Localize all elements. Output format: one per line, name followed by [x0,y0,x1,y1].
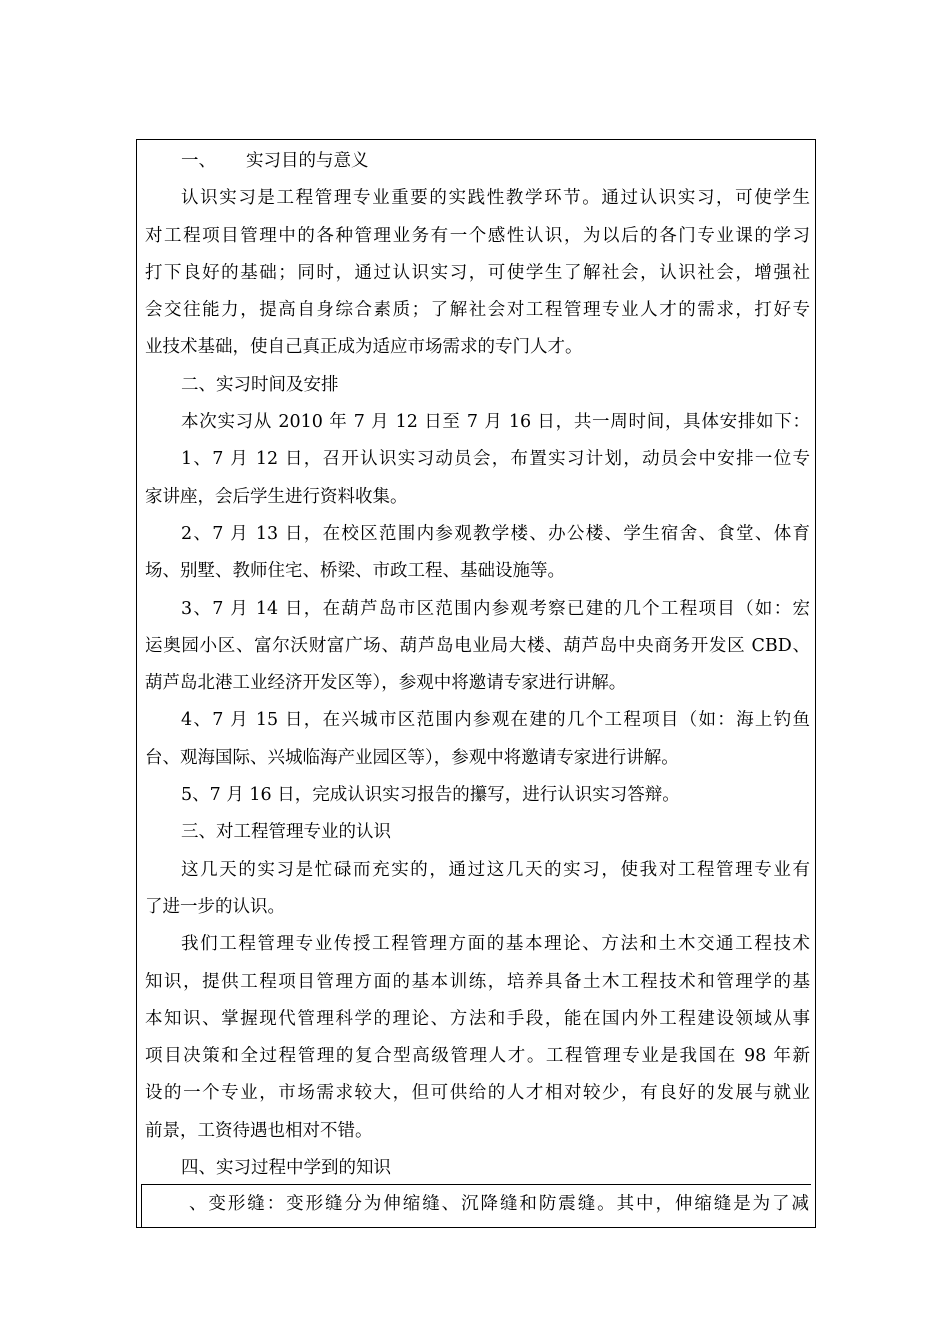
section1-para-line: 对工程项目管理中的各种管理业务有一个感性认识，为以后的各门专业课的学习 [145,225,810,246]
schedule-item-3-line: 运奥园小区、富尔沃财富广场、葫芦岛电业局大楼、葫芦岛中央商务开发区 CBD、 [145,635,810,656]
section3-para2-line: 我们工程管理专业传授工程管理方面的基本理论、方法和土木交通工程技术 [181,934,810,955]
section3-para2-line: 本知识、掌握现代管理科学的理论、方法和手段，能在国内外工程建设领域从事 [145,1008,810,1029]
section1-para-line: 打下良好的基础；同时，通过认识实习，可使学生了解社会，认识社会，增强社 [145,262,810,283]
schedule-item-3-line: 3、7 月 14 日，在葫芦岛市区范围内参观考察已建的几个工程项目（如：宏 [181,598,810,619]
schedule-item-1-line: 1、7 月 12 日，召开认识实习动员会，布置实习计划，动员会中安排一位专 [181,449,810,470]
section1-para-line: 认识实习是工程管理专业重要的实践性教学环节。通过认识实习，可使学生 [181,188,810,209]
report-content [145,143,810,1187]
schedule-item-1-line: 家讲座，会后学生进行资料收集。 [145,486,408,507]
section3-para1-line: 了进一步的认识。 [145,896,285,917]
schedule-item-4-line: 4、7 月 15 日，在兴城市区范围内参观在建的几个工程项目（如：海上钓鱼 [181,710,810,731]
section4-heading: 四、实习过程中学到的知识 [181,1158,391,1179]
section2-intro: 本次实习从 2010 年 7 月 12 日至 7 月 16 日，共一周时间，具体安排如下： [181,412,810,433]
schedule-item-4-line: 台、观海国际、兴城临海产业园区等），参观中将邀请专家进行讲解。 [145,747,679,768]
section3-para2-line: 项目决策和全过程管理的复合型高级管理人才。工程管理专业是我国在 98 年新 [145,1046,810,1067]
schedule-item-2-line: 2、7 月 13 日，在校区范围内参观教学楼、办公楼、学生宿舍、食堂、体育 [181,523,810,544]
schedule-item-3-line: 葫芦岛北港工业经济开发区等），参观中将邀请专家进行讲解。 [145,673,627,694]
section3-heading: 三、对工程管理专业的认识 [181,822,391,843]
section1-heading-number: 一、 [181,151,216,171]
schedule-item-2-line: 场、别墅、教师住宅、桥梁、市政工程、基础设施等。 [145,561,565,582]
section2-heading: 二、实习时间及安排 [181,374,339,395]
section3-para1-line: 这几天的实习是忙碌而充实的，通过这几天的实习，使我对工程管理专业有 [181,859,810,880]
section1-heading-text: 实习目的与意义 [246,151,369,171]
schedule-item-5: 5、7 月 16 日，完成认识实习报告的攥写，进行认识实习答辩。 [181,785,680,806]
section3-para2-line: 前景，工资待遇也相对不错。 [145,1120,373,1141]
section3-para2-line: 知识，提供工程项目管理方面的基本训练，培养具备土木工程技术和管理学的基 [145,971,810,992]
section1-heading [145,143,810,180]
section4-first-line: 、变形缝：变形缝分为伸缩缝、沉降缝和防震缝。其中，伸缩缝是为了减 [189,1194,809,1214]
section1-para-line: 业技术基础，使自己真正成为适应市场需求的专门人才。 [145,337,583,358]
section1-para-line: 会交往能力，提高自身综合素质；了解社会对工程管理专业人才的需求，打好专 [145,300,810,321]
section3-para2-line: 设的一个专业，市场需求较大，但可供给的人才相对较少，有良好的发展与就业 [145,1083,810,1104]
